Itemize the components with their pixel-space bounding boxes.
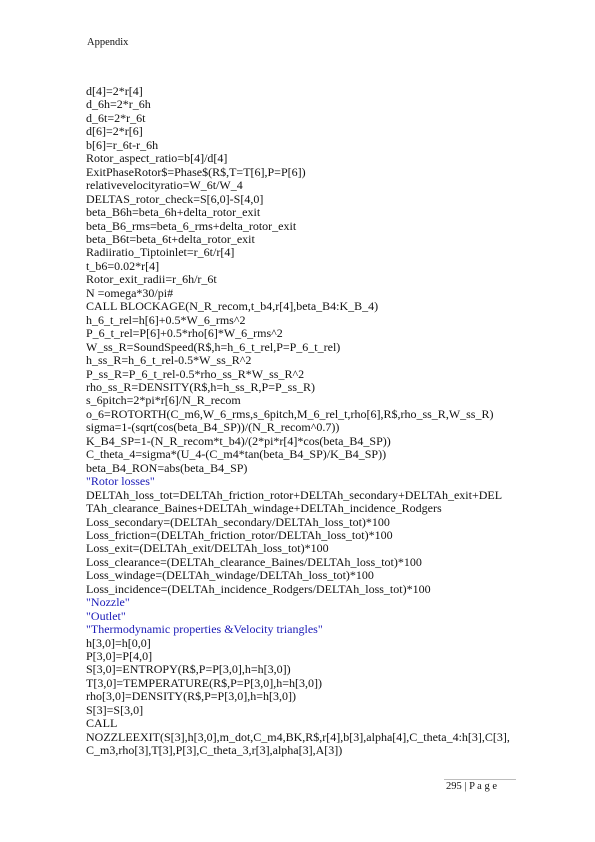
code-line: N =omega*30/pi#	[86, 285, 174, 300]
code-line: K_B4_SP=1-(N_R_recom*t_b4)/(2*pi*r[4]*cos(beta_B4_SP))	[86, 433, 391, 448]
code-line: Radiiratio_Tiptoinlet=r_6t/r[4]	[86, 245, 235, 260]
code-line: Rotor_aspect_ratio=b[4]/d[4]	[86, 151, 228, 166]
code-line: rho_ss_R=DENSITY(R$,h=h_ss_R,P=P_ss_R)	[86, 379, 316, 394]
code-line: ExitPhaseRotor$=Phase$(R$,T=T[6],P=P[6])	[86, 164, 306, 179]
comment-line: "Nozzle"	[86, 595, 130, 610]
code-line: P_ss_R=P_6_t_rel-0.5*rho_ss_R*W_ss_R^2	[86, 366, 305, 381]
code-line: sigma=1-(sqrt(cos(beta_B4_SP))/(N_R_recom^0.7))	[86, 420, 340, 435]
running-header: Appendix	[87, 37, 129, 48]
code-line: Rotor_exit_radii=r_6h/r_6t	[86, 272, 217, 287]
code-line: beta_B6h=beta_6h+delta_rotor_exit	[86, 205, 261, 220]
code-line: t_b6=0.02*r[4]	[86, 258, 160, 273]
code-line: rho[3,0]=DENSITY(R$,P=P[3,0],h=h[3,0])	[86, 689, 296, 704]
code-line: b[6]=r_6t-r_6h	[86, 137, 159, 152]
code-line: CALL BLOCKAGE(N_R_recom,t_b4,r[4],beta_B4:K_B_4)	[86, 299, 379, 314]
code-line: P[3,0]=P[4,0]	[86, 649, 153, 664]
code-line: P_6_t_rel=P[6]+0.5*rho[6]*W_6_rms^2	[86, 326, 283, 341]
code-line: Loss_friction=(DELTAh_friction_rotor/DELTAh_loss_tot)*100	[86, 527, 393, 542]
comment-line: "Thermodynamic properties &Velocity triangles"	[86, 622, 323, 637]
code-line: S[3]=S[3,0]	[86, 702, 144, 717]
code-line: beta_B6_rms=beta_6_rms+delta_rotor_exit	[86, 218, 297, 233]
code-line: Loss_exit=(DELTAh_exit/DELTAh_loss_tot)*100	[86, 541, 329, 556]
code-line: h[3,0]=h[0,0]	[86, 635, 151, 650]
code-line: TAh_clearance_Baines+DELTAh_windage+DELTAh_incidence_Rodgers	[86, 501, 442, 516]
comment-line: "Rotor losses"	[86, 474, 155, 489]
code-line: d_6t=2*r_6t	[86, 110, 146, 125]
code-line: beta_B4_RON=abs(beta_B4_SP)	[86, 460, 248, 475]
comment-line: "Outlet"	[86, 608, 126, 623]
code-line: d_6h=2*r_6h	[86, 97, 151, 112]
code-line: s_6pitch=2*pi*r[6]/N_R_recom	[86, 393, 241, 408]
code-line: d[4]=2*r[4]	[86, 84, 143, 98]
code-line: relativevelocityratio=W_6t/W_4	[86, 178, 243, 193]
code-line: h_6_t_rel=h[6]+0.5*W_6_rms^2	[86, 312, 246, 327]
code-line: DELTAS_rotor_check=S[6,0]-S[4,0]	[86, 191, 264, 206]
page-number: 295 | P a g e	[446, 781, 497, 792]
code-line: S[3,0]=ENTROPY(R$,P=P[3,0],h=h[3,0])	[86, 662, 291, 677]
code-line: NOZZLEEXIT(S[3],h[3,0],m_dot,C_m4,BK,R$,r[4],b[3],alpha[4],C_theta_4:h[3],C[3],	[86, 729, 510, 744]
code-listing	[86, 85, 516, 758]
code-line: CALL	[86, 716, 118, 731]
code-line: Loss_secondary=(DELTAh_secondary/DELTAh_loss_tot)*100	[86, 514, 390, 529]
code-line: C_theta_4=sigma*(U_4-(C_m4*tan(beta_B4_SP)/K_B4_SP))	[86, 447, 387, 462]
code-line: o_6=ROTORTH(C_m6,W_6_rms,s_6pitch,M_6_rel_t,rho[6],R$,rho_ss_R,W_ss_R)	[86, 406, 494, 421]
code-line: W_ss_R=SoundSpeed(R$,h=h_6_t_rel,P=P_6_t_rel)	[86, 339, 341, 354]
code-line: T[3,0]=TEMPERATURE(R$,P=P[3,0],h=h[3,0])	[86, 675, 322, 690]
footer-divider	[444, 779, 516, 780]
code-line: C_m3,rho[3],T[3],P[3],C_theta_3,r[3],alpha[3],A[3])	[86, 743, 343, 758]
code-line: d[6]=2*r[6]	[86, 124, 143, 139]
code-line: Loss_incidence=(DELTAh_incidence_Rodgers/DELTAh_loss_tot)*100	[86, 581, 431, 596]
code-line: DELTAh_loss_tot=DELTAh_friction_rotor+DELTAh_secondary+DELTAh_exit+DEL	[86, 487, 503, 502]
code-line: Loss_windage=(DELTAh_windage/DELTAh_loss_tot)*100	[86, 568, 374, 583]
code-line: h_ss_R=h_6_t_rel-0.5*W_ss_R^2	[86, 353, 252, 368]
code-line: Loss_clearance=(DELTAh_clearance_Baines/DELTAh_loss_tot)*100	[86, 554, 422, 569]
code-line: beta_B6t=beta_6t+delta_rotor_exit	[86, 231, 255, 246]
